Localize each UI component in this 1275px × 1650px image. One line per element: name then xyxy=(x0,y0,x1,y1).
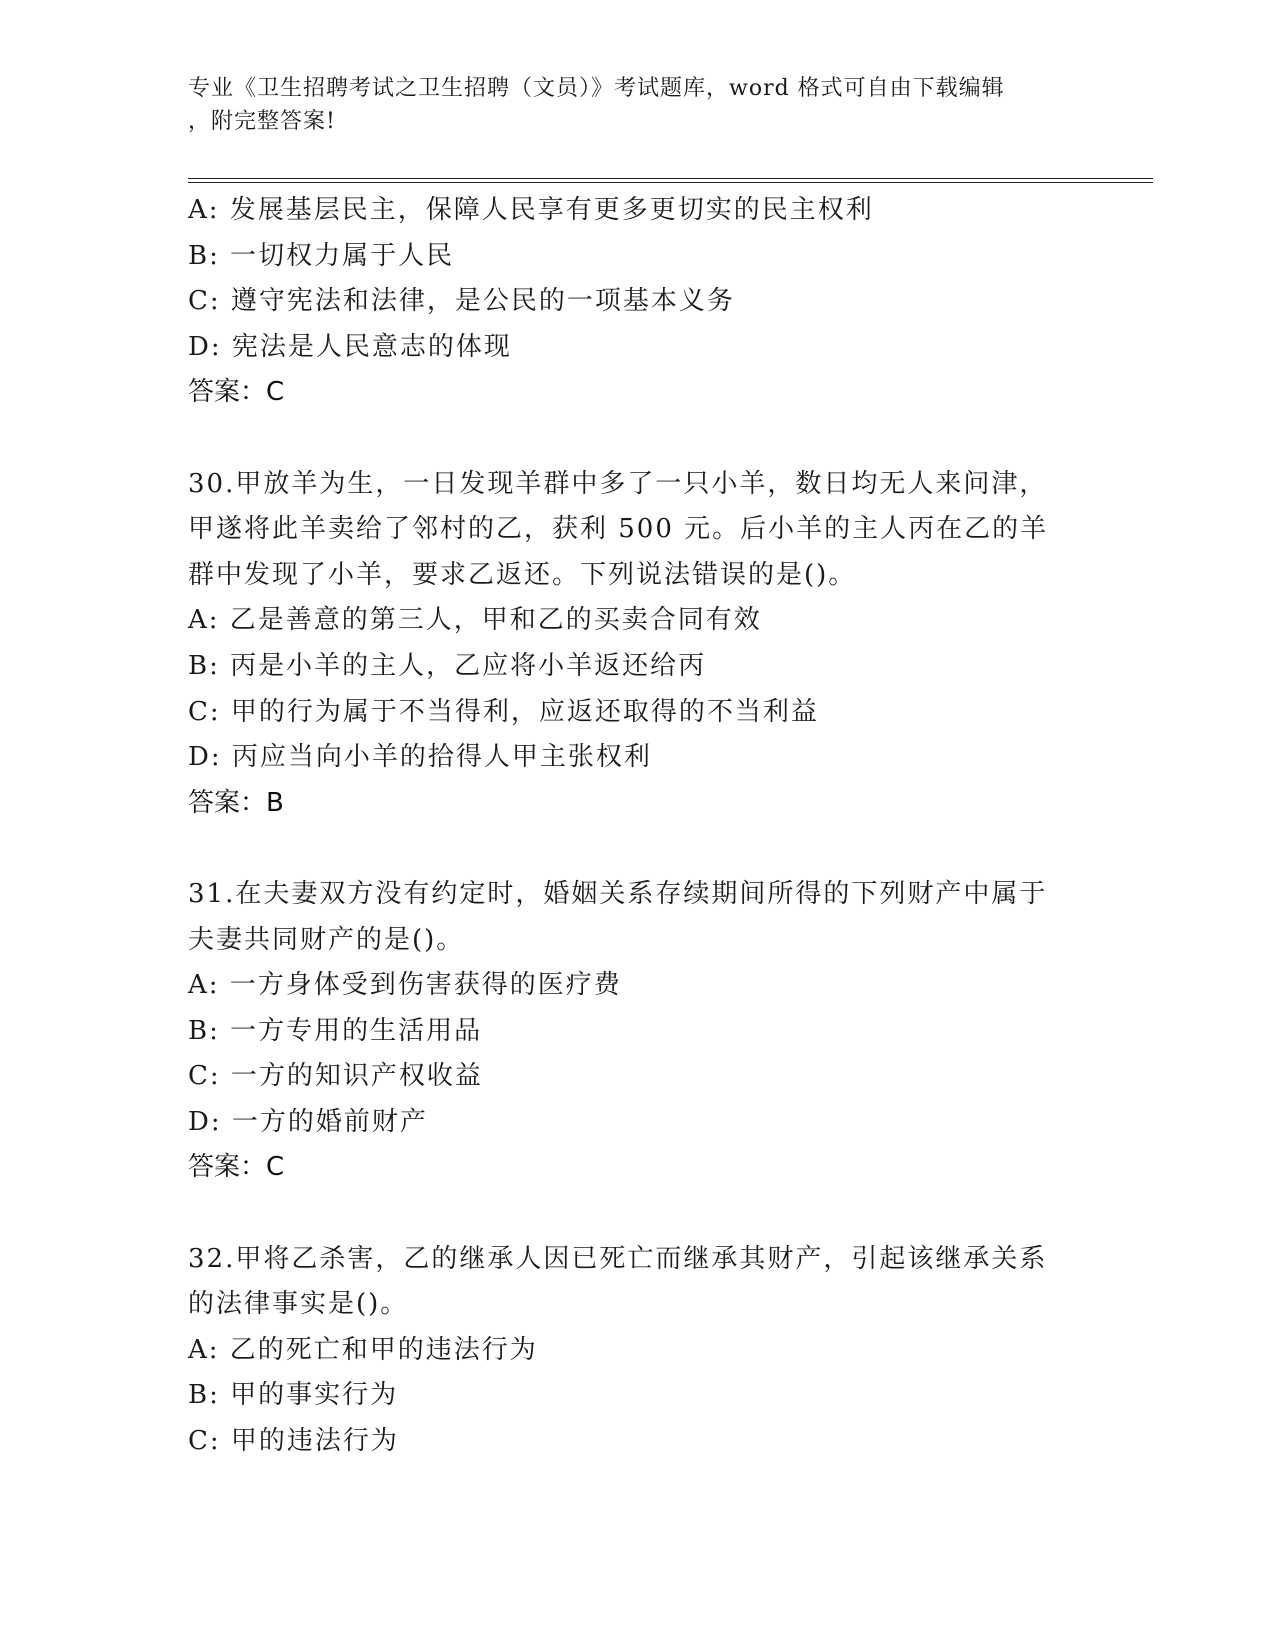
question-32-block xyxy=(188,1237,1088,1465)
question-30-block xyxy=(188,462,1088,827)
header-divider-top xyxy=(188,178,1153,179)
option-a: A: 乙的死亡和甲的违法行为 xyxy=(188,1334,538,1365)
question-stem-line: 31.在夫妻双方没有约定时，婚姻关系存续期间所得的下列财产中属于 xyxy=(188,878,1048,909)
option-d: D: 一方的婚前财产 xyxy=(188,1106,428,1137)
option-c: C: 甲的行为属于不当得利，应返还取得的不当利益 xyxy=(188,696,819,727)
question-29-block xyxy=(188,188,1088,416)
question-stem-line: 30.甲放羊为生，一日发现羊群中多了一只小羊，数日均无人来问津， xyxy=(188,468,1048,499)
option-a: A: 一方身体受到伤害获得的医疗费 xyxy=(188,970,622,1001)
option-d: D: 宪法是人民意志的体现 xyxy=(188,331,512,362)
option-b: B: 丙是小羊的主人，乙应将小羊返还给丙 xyxy=(188,650,707,681)
question-stem-line: 夫妻共同财产的是()。 xyxy=(188,924,465,955)
answer-line: 答案：C xyxy=(188,1152,285,1183)
question-31-block xyxy=(188,872,1088,1191)
option-a: A: 发展基层民主，保障人民享有更多更切实的民主权利 xyxy=(188,195,874,225)
question-stem-line: 32.甲将乙杀害，乙的继承人因已死亡而继承其财产，引起该继承关系 xyxy=(188,1243,1048,1274)
option-d: D: 丙应当向小羊的拾得人甲主张权利 xyxy=(188,742,652,773)
answer-line: 答案：B xyxy=(188,787,284,818)
option-c: C: 遵守宪法和法律，是公民的一项基本义务 xyxy=(188,286,735,317)
option-a: A: 乙是善意的第三人，甲和乙的买卖合同有效 xyxy=(188,605,762,636)
header-line-1: 专业《卫生招聘考试之卫生招聘（文员）》考试题库，word 格式可自由下载编辑 xyxy=(188,76,1005,101)
answer-line: 答案：C xyxy=(188,377,285,408)
option-b: B: 甲的事实行为 xyxy=(188,1380,399,1411)
question-stem-line: 的法律事实是()。 xyxy=(188,1289,409,1320)
document-header xyxy=(188,72,1088,138)
question-stem-line: 甲遂将此羊卖给了邻村的乙，获利 500 元。后小羊的主人丙在乙的羊 xyxy=(188,514,1049,545)
option-c: C: 甲的违法行为 xyxy=(188,1426,399,1457)
spacer xyxy=(188,416,1088,462)
header-divider-bottom xyxy=(188,182,1153,183)
option-c: C: 一方的知识产权收益 xyxy=(188,1061,483,1092)
header-line-2: ，附完整答案! xyxy=(188,109,336,134)
spacer xyxy=(188,826,1088,872)
question-content xyxy=(188,188,1088,1465)
question-stem-line: 群中发现了小羊，要求乙返还。下列说法错误的是()。 xyxy=(188,559,857,590)
spacer xyxy=(188,1191,1088,1237)
option-b: B: 一方专用的生活用品 xyxy=(188,1015,483,1046)
option-b: B: 一切权力属于人民 xyxy=(188,240,455,271)
